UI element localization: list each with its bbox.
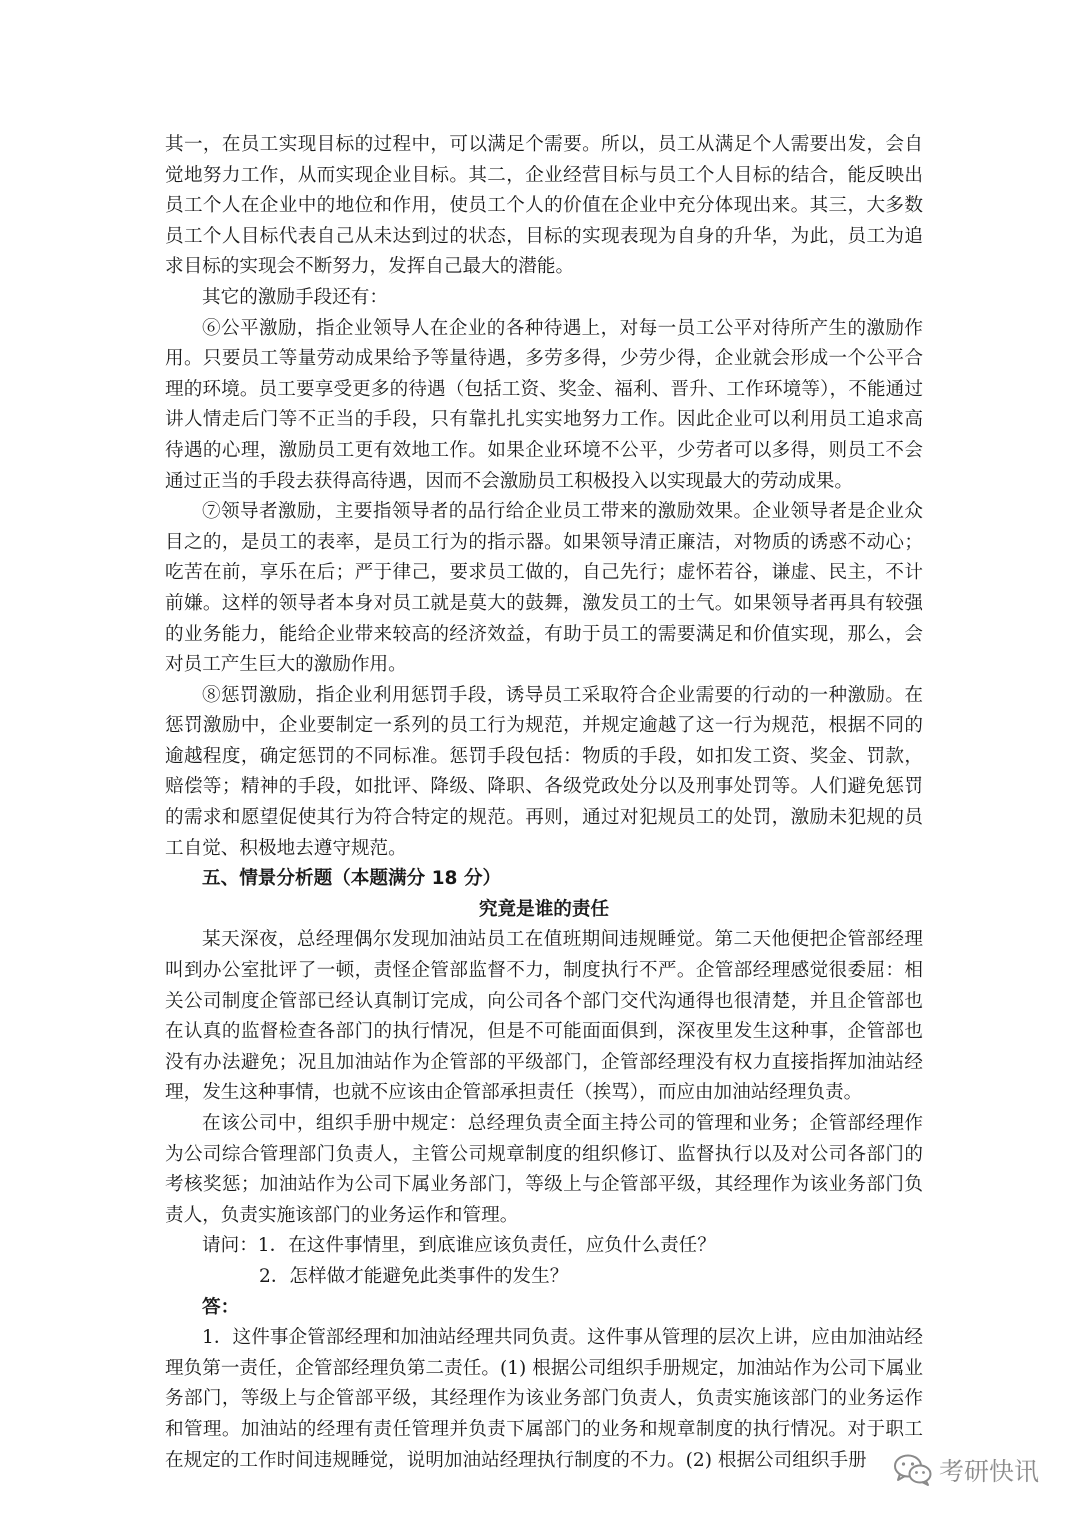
answer-label: 答： [202,1296,240,1318]
wechat-icon [893,1453,933,1487]
paragraph-case-description: 某天深夜，总经理偶尔发现加油站员工在值班期间违规睡觉。第二天他便把企管部经理叫到办公室批评了一顿，责怪企管部监督不力，制度执行不严。企管部经理感觉很委屈：相关公司制度企管部已经认真制订完成，向公司各个部门交代沟通得也很清楚，并且企管部也在认真的监督检查各部门的执行情况，但是不可能面面俱到，深夜里发生这种事，企管部也没有办法避免；况且加油站作为企管部的平级部门，企管部经理没有权力直接指挥加油站经理，发生这种事情，也就不应该由企管部承担责任（挨骂），而应由加油站经理负责。 [165,929,923,1104]
paragraph-other-incentives: 其它的激励手段还有： [202,286,388,308]
question-2: 2．怎样做才能避免此类事件的发生？ [259,1265,569,1287]
paragraph-goal-benefits: 其一，在员工实现目标的过程中，可以满足个需要。所以，员工从满足个人需要出发，会自觉地努力工作，从而实现企业目标。其二，企业经营目标与员工个人目标的结合，能反映出员工个人在企业中的地位和作用，使员工个人的价值在企业中充分体现出来。其三，大多数员工个人目标代表自己从未达到过的状态，目标的实现表现为自身的升华，为此，员工为追求目标的实现会不断努力，发挥自己最大的潜能。 [165,134,923,278]
paragraph-punishment-incentive: ⑧惩罚激励，指企业利用惩罚手段，诱导员工采取符合企业需要的行动的一种激励。在惩罚激励中，企业要制定一系列的员工行为规范，并规定逾越了这一行为规范，根据不同的逾越程度，确定惩罚的不同标准。惩罚手段包括：物质的手段，如扣发工资、奖金、罚款，赔偿等；精神的手段，如批评、降级、降职、各级党政处分以及刑事处罚等。人们避免惩罚的需求和愿望促使其行为符合特定的规范。再则，通过对犯规员工的处罚，激励未犯规的员工自觉、积极地去遵守规范。 [165,684,923,859]
section-heading: 五、情景分析题（本题满分 18 分） [202,868,502,890]
paragraph-answer-1: 1．这件事企管部经理和加油站经理共同负责。这件事从管理的层次上讲，应由加油站经理负第一责任，企管部经理负第二责任。(1) 根据公司组织手册规定，加油站作为公司下属业务部门，等级上与企管部平级，其经理作为该业务部门负责人，负责实施该部门的业务运作和管理。加油站的经理有责任管理并负责下属部门的业务和规章制度的执行情况。对于职工在规定的工作时间违规睡觉，说明加油站经理执行制度的不力。(2) 根据公司组织手册 [165,1327,923,1471]
paragraph-leader-incentive: ⑦领导者激励，主要指领导者的品行给企业员工带来的激励效果。企业领导者是企业众目之的，是员工的表率，是员工行为的指示器。如果领导清正廉洁，对物质的诱惑不动心；吃苦在前，享乐在后；严于律己，要求员工做的，自己先行；虚怀若谷，谦虚、民主，不计前嫌。这样的领导者本身对员工就是莫大的鼓舞，激发员工的士气。如果领导者再具有较强的业务能力，能给企业带来较高的经济效益，有助于员工的需要满足和价值实现，那么，会对员工产生巨大的激励作用。 [165,501,923,676]
question-1: 请问：1．在这件事情里，到底谁应该负责任，应负什么责任？ [202,1235,716,1257]
document-page [165,130,923,1476]
watermark-text: 考研快讯 [939,1457,1040,1486]
watermark [893,1452,1039,1488]
case-title: 究竟是谁的责任 [478,898,610,920]
paragraph-fairness-incentive: ⑥公平激励，指企业领导人在企业的各种待遇上，对每一员工公平对待所产生的激励作用。只要员工等量劳动成果给予等量待遇，多劳多得，少劳少得，企业就会形成一个公平合理的环境。员工要享受更多的待遇（包括工资、奖金、福利、晋升、工作环境等），不能通过讲人情走后门等不正当的手段，只有靠扎扎实实地努力工作。因此企业可以利用员工追求高待遇的心理，激励员工更有效地工作。如果企业环境不公平，少劳者可以多得，则员工不会通过正当的手段去获得高待遇，因而不会激励员工积极投入以实现最大的劳动成果。 [165,317,923,492]
paragraph-org-manual: 在该公司中，组织手册中规定：总经理负责全面主持公司的管理和业务；企管部经理作为公司综合管理部门负责人，主管公司规章制度的组织修订、监督执行以及对公司各部门的考核奖惩；加油站作为公司下属业务部门，等级上与企管部平级，其经理作为该业务部门负责人，负责实施该部门的业务运作和管理。 [165,1113,923,1226]
